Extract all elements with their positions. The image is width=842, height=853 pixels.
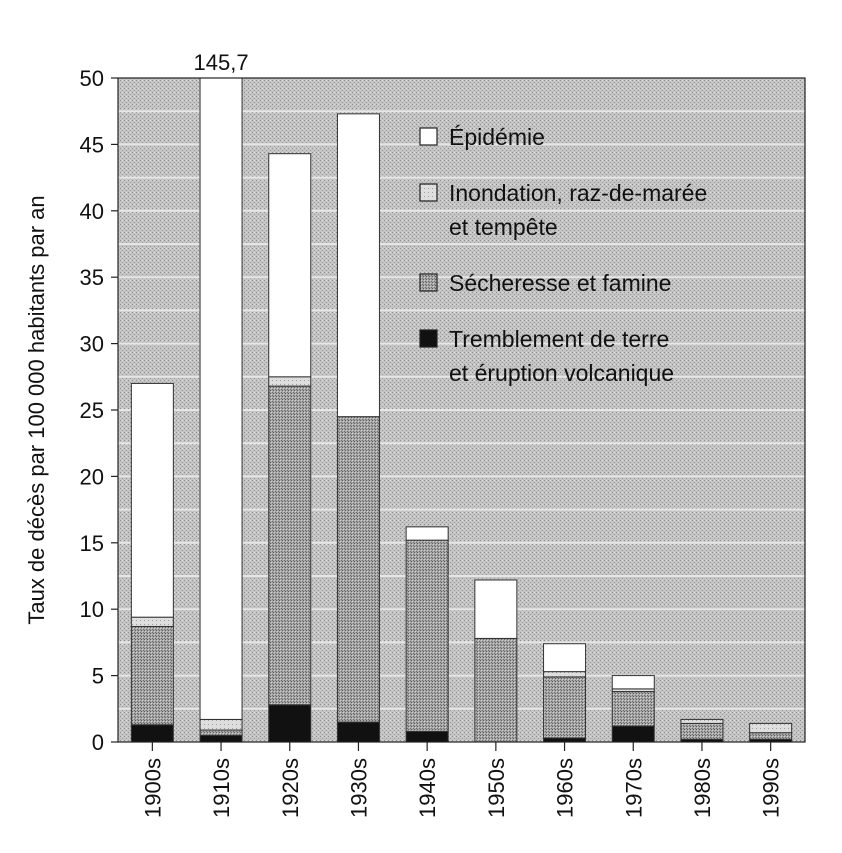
clipped-value-annotation: 145,7	[193, 50, 249, 75]
bar-segment-drought	[406, 540, 448, 731]
bar-segment-epidemic	[337, 114, 379, 417]
x-tick-label: 1900s	[140, 758, 166, 818]
bar-segment-drought	[612, 692, 654, 727]
legend-label: Sécheresse et famine	[449, 270, 672, 296]
bar-segment-flood	[681, 719, 723, 723]
y-tick-label: 50	[79, 66, 104, 91]
bar-segment-drought	[337, 417, 379, 722]
bar-segment-drought	[131, 626, 173, 724]
bar-segment-drought	[269, 386, 311, 705]
bar-segment-quake	[337, 722, 379, 742]
bar-segment-epidemic	[131, 383, 173, 617]
bar-segment-quake	[200, 735, 242, 742]
y-tick-label: 25	[79, 398, 104, 423]
bar-segment-flood	[750, 723, 792, 732]
x-tick-label: 1950s	[483, 758, 509, 818]
y-tick-label: 40	[79, 198, 104, 224]
x-tick-label: 1990s	[758, 758, 784, 818]
bar-segment-drought	[750, 733, 792, 740]
legend-label: Épidémie	[449, 124, 545, 150]
bar-segment-flood	[544, 672, 586, 677]
bar-segment-drought	[200, 730, 242, 735]
legend-label: et tempête	[449, 214, 558, 240]
y-tick-label: 0	[91, 730, 104, 755]
bar-segment-flood	[200, 719, 242, 730]
bar-segment-quake	[269, 705, 311, 742]
x-tick-label: 1940s	[415, 758, 441, 818]
x-tick-label: 1910s	[209, 758, 235, 818]
bar-segment-epidemic	[475, 580, 517, 638]
bar-segment-flood	[131, 617, 173, 626]
x-tick-label: 1970s	[621, 758, 647, 818]
bar-segment-quake	[131, 725, 173, 742]
x-tick-label: 1960s	[552, 758, 578, 818]
legend-label: Inondation, raz-de-marée	[449, 180, 708, 206]
y-tick-label: 20	[79, 464, 104, 490]
y-tick-label: 10	[79, 597, 104, 623]
bar-segment-drought	[681, 723, 723, 739]
bar-segment-drought	[475, 638, 517, 742]
legend-label: et éruption volcanique	[449, 360, 675, 386]
y-axis-label: Taux de décès par 100 000 habitants par an	[24, 195, 49, 625]
bar-segment-quake	[406, 731, 448, 742]
bar-segment-epidemic	[269, 154, 311, 377]
legend-swatch-flood	[420, 184, 437, 201]
y-tick-label: 45	[79, 132, 104, 158]
bar-segment-epidemic	[406, 527, 448, 540]
legend-swatch-drought	[420, 274, 437, 291]
legend-swatch-quake	[420, 330, 437, 347]
y-tick-label: 15	[79, 530, 104, 556]
bar-segment-quake	[612, 726, 654, 742]
bar-segment-epidemic	[200, 78, 242, 719]
y-tick-label: 35	[79, 265, 104, 291]
y-tick-label: 30	[79, 331, 104, 357]
x-tick-label: 1930s	[346, 758, 372, 818]
bar-segment-drought	[544, 677, 586, 738]
bar-segment-epidemic	[612, 676, 654, 689]
x-tick-label: 1920s	[277, 758, 303, 818]
y-tick-label: 5	[91, 663, 104, 689]
bar-segment-flood	[269, 377, 311, 386]
bar-segment-epidemic	[544, 644, 586, 672]
x-tick-label: 1980s	[689, 758, 715, 818]
legend-label: Tremblement de terre	[449, 326, 670, 352]
legend-swatch-epidemic	[420, 128, 437, 145]
